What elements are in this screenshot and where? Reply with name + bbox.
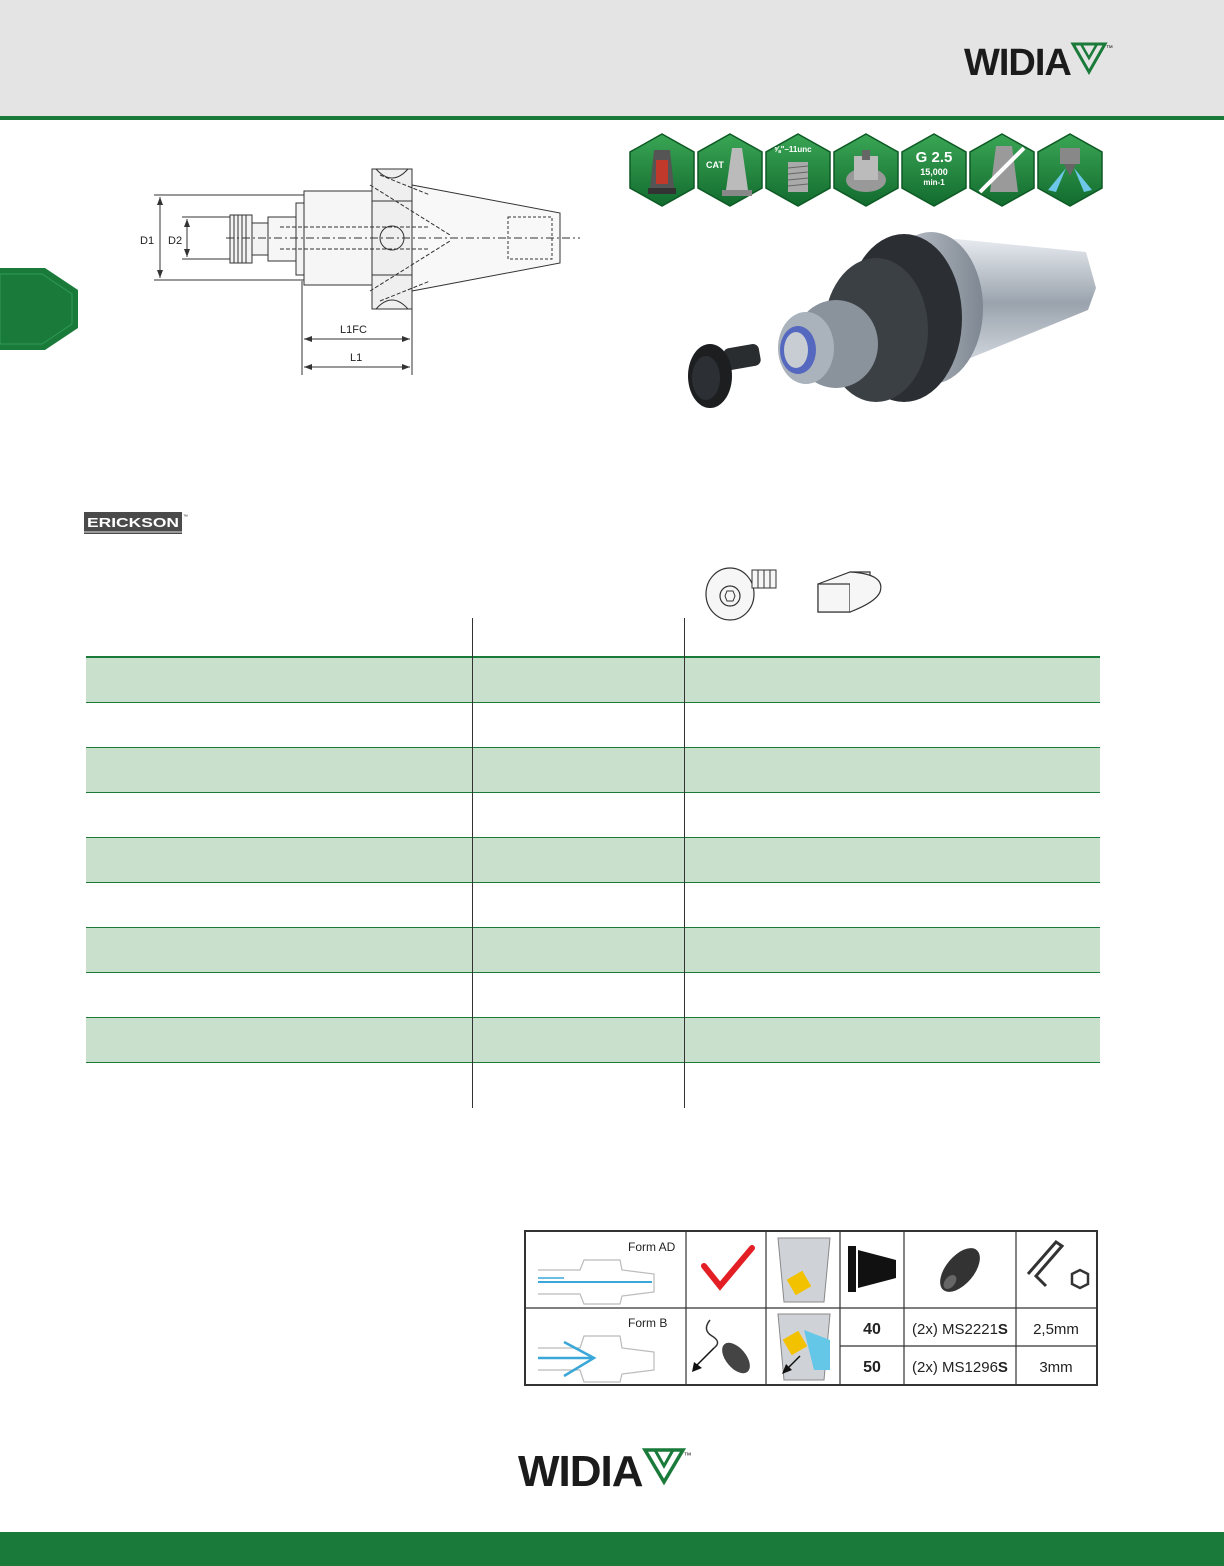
svg-text:40: 40: [863, 1321, 881, 1338]
no-side-lock-icon: [970, 134, 1034, 206]
widia-trademark: ™: [1105, 45, 1113, 52]
svg-text:ERICKSON: ERICKSON: [87, 515, 179, 530]
table-row: [86, 1018, 1100, 1063]
insert-coolant-icon: [778, 1314, 830, 1380]
page-header: [0, 0, 1224, 120]
table-row: [86, 703, 1100, 748]
coolant-spray-icon: [1038, 134, 1102, 206]
table-row: [86, 883, 1100, 928]
d1-label: D1: [140, 235, 155, 247]
product-table: [86, 618, 1100, 1108]
svg-text:G 2.5: G 2.5: [915, 149, 953, 166]
drive-key-icon: [818, 572, 881, 612]
page-footer-bar: [0, 1532, 1224, 1566]
tool-holder-drawing: [130, 155, 590, 385]
footer-widia-triangle-icon: [644, 1448, 684, 1484]
section-tab: [0, 268, 80, 350]
table-row: [86, 748, 1100, 793]
feature-icon-strip: [628, 132, 1104, 208]
widia-wordmark: WIDIA: [964, 42, 1071, 84]
retention-thread-icon: [766, 134, 830, 206]
svg-text:3mm: 3mm: [1039, 1359, 1073, 1376]
screw-spec-50: (2x) MS1296S: [912, 1359, 1008, 1376]
face-mill-adapter-icon: [834, 134, 898, 206]
svg-text:50: 50: [863, 1359, 881, 1376]
screw-spec-40: (2x) MS2221S: [912, 1321, 1008, 1338]
footer-widia-wordmark: WIDIA: [518, 1447, 643, 1496]
table-row: [86, 838, 1100, 883]
balance-icon: [902, 134, 966, 206]
insert-top-icon: [778, 1238, 830, 1302]
erickson-logo: [84, 512, 188, 536]
svg-text:15,000: 15,000: [920, 167, 948, 177]
svg-text:min-1: min-1: [923, 178, 945, 187]
l1fc-label: L1FC: [340, 324, 367, 336]
svg-text:Form B: Form B: [628, 1316, 668, 1330]
table-row: [86, 928, 1100, 973]
table-row: [86, 1063, 1100, 1108]
widia-logo: [964, 42, 1113, 82]
screw-icon: [706, 568, 776, 620]
table-row: [86, 973, 1100, 1018]
widia-triangle-icon: [1072, 42, 1106, 74]
spec-legend: [524, 1230, 1098, 1386]
table-row: [86, 658, 1100, 703]
l1-label: L1: [350, 352, 363, 364]
column-divider: [684, 618, 685, 1108]
table-row: [86, 793, 1100, 838]
table-header-row: [86, 618, 1100, 658]
svg-text:™: ™: [183, 514, 188, 520]
svg-text:2,5mm: 2,5mm: [1033, 1321, 1079, 1338]
footer-widia-trademark: ™: [683, 1451, 692, 1460]
footer-widia-logo: [518, 1448, 692, 1494]
cat-taper-icon: [698, 134, 762, 206]
svg-text:⅝"–11unc: ⅝"–11unc: [774, 145, 812, 154]
column-divider: [472, 618, 473, 1108]
svg-text:CAT: CAT: [706, 160, 724, 170]
through-coolant-icon: [630, 134, 694, 206]
svg-text:Form AD: Form AD: [628, 1240, 676, 1254]
d2-label: D2: [168, 235, 183, 247]
tool-holder-photo: [676, 218, 1106, 418]
